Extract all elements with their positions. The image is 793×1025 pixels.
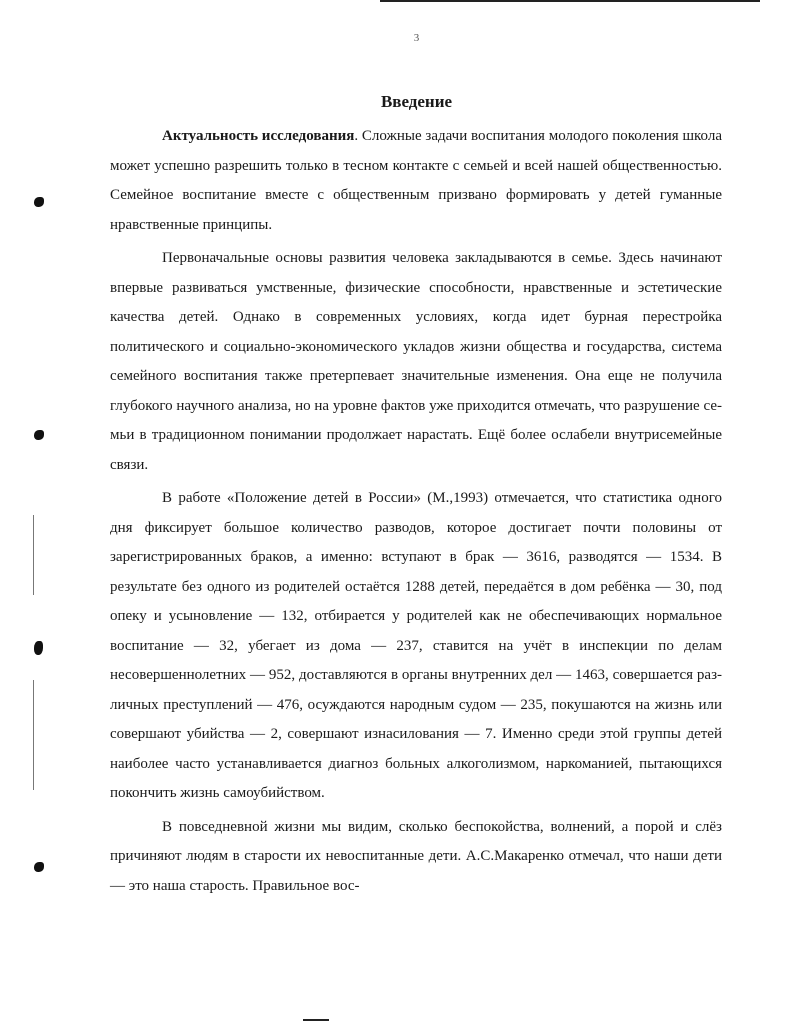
paragraph-1 (110, 122, 722, 240)
page-title: Введение (380, 92, 453, 111)
body-text (110, 122, 722, 905)
paragraph-lead: Актуальность исследования (162, 128, 355, 144)
paragraph-4: В повседневной жизни мы видим, сколько беспокойства, волнений, а порой и слёз причиняют людям в старости их невоспитанные дети. А.С.Макаренко отмечал, что наши дети — это наша старость. Правильное вос- (110, 818, 722, 894)
binding-line-2 (33, 680, 34, 790)
top-edge-rule (380, 0, 760, 2)
paragraph-1-text: . Сложные задачи воспитания молодого поколения школа может успешно разрешить только в тесном контакте с семьей и всей нашей общественностью. Семейное воспитание вместе с общественным призвано формировать у детей гуманные нравственные принципы. (110, 128, 722, 233)
bottom-edge-mark (303, 1019, 329, 1021)
page-number: 3 (413, 32, 420, 44)
punch-hole-mark-1 (34, 197, 44, 207)
punch-hole-mark-3 (34, 641, 43, 655)
punch-hole-mark-4 (34, 862, 44, 872)
binding-line-1 (33, 515, 34, 595)
punch-hole-mark-2 (34, 430, 44, 440)
paragraph-2: Первоначальные основы развития человека закладываются в семье. Здесь начинают впервые развиваться умственные, физические способности, нравственные и эстетические качества детей. Однако в современных условиях, когда идет бурная перестройка политического и социально-экономического укладов жизни общества и государства, система семейного воспитания также претерпевает значительные изменения. Она еще не получила глубокого научного анализа, но на уровне фактов уже приходится отмечать, что разрушение семьи в традиционном понимании продолжает нарастать. Ещё более ослабели внутрисемейные связи. (110, 250, 722, 473)
paragraph-3: В работе «Положение детей в России» (М.,1993) отмечается, что статистика одного дня фиксирует большое количество разводов, которое достигает почти половины от зарегистрированных браков, а именно: вступают в брак — 3616, разводятся — 1534. В результате без одного из родителей остаётся 1288 детей, передаётся в дом ребёнка — 30, под опеку и усыновление — 132, отбирается у родителей как не обеспечивающих нормальное воспитание — 32, убегает из дома — 237, ставится на учёт в инспекции по делам несовершеннолетних — 952, доставляются в органы внутренних дел — 1463, совершается различных преступлений — 476, осуждаются народным судом — 235, покушаются на жизнь или совершают убийства — 2, совершают изнасилования — 7. Именно среди этой группы детей наиболее часто устанавливается диагноз больных алкоголизмом, наркоманией, пытающихся покончить жизнь самоубийством. (110, 490, 722, 801)
